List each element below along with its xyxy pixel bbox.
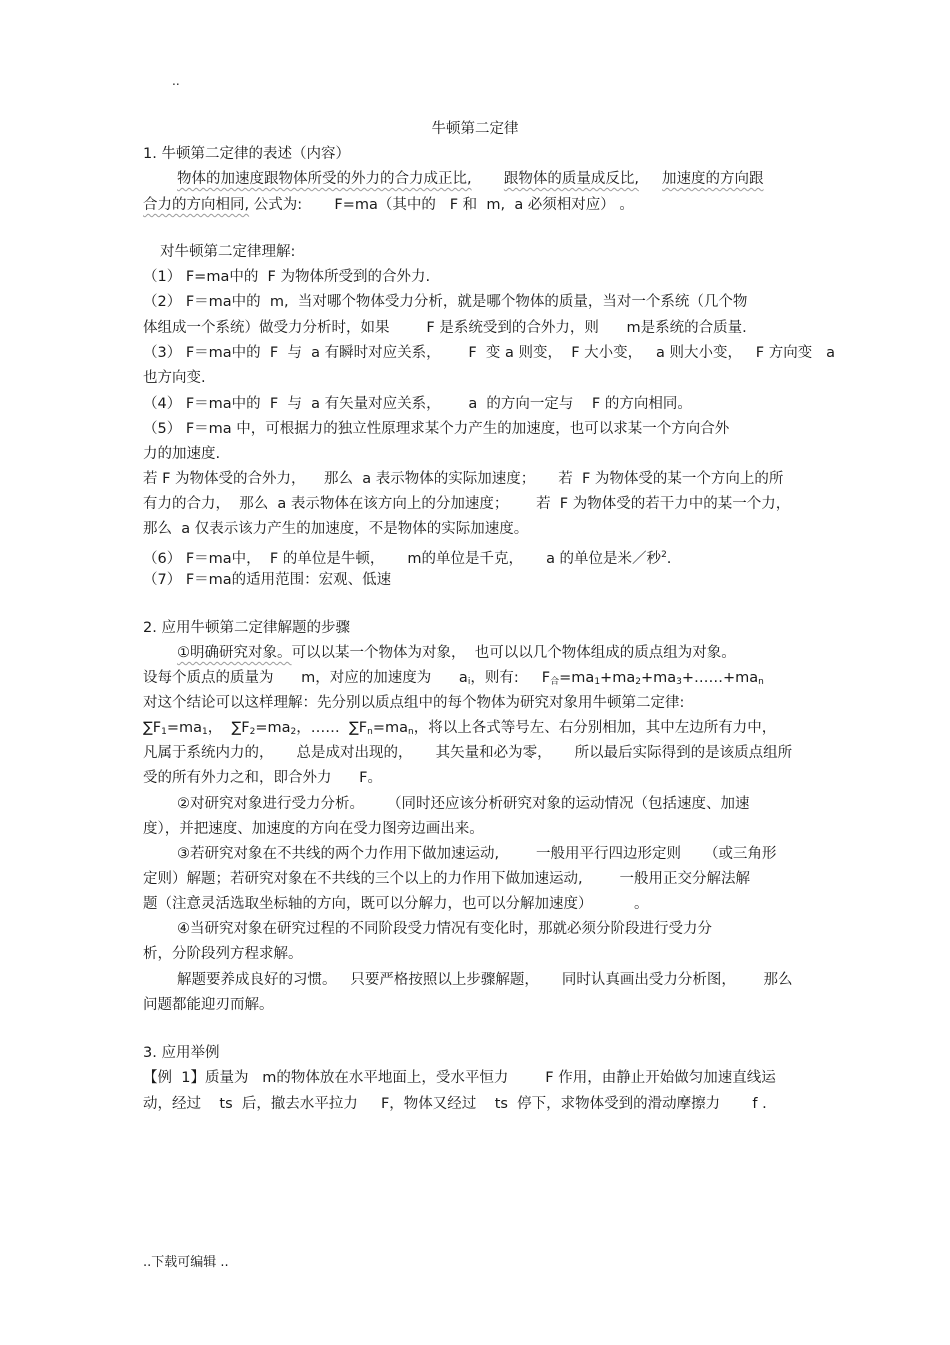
understanding-item-3b: 也方向变.	[143, 370, 206, 386]
explanation-line-1: 对这个结论可以这样理解：先分别以质点组中的每个物体为研究对象用牛顿第二定律:	[143, 695, 685, 711]
header-dots: ..	[172, 74, 180, 88]
explanation-line-2: 凡属于系统内力的， 总是成对出现的， 其矢量和必为零， 所以最后实际得到的是该质点组所	[143, 745, 793, 761]
understanding-item-5b: 力的加速度.	[143, 446, 221, 462]
understanding-item-4: （4） F＝ma中的 F 与 a 有矢量对应关系， a 的方向一定与 F 的方向相同。	[143, 396, 692, 412]
habit-line-2: 问题都能迎刃而解。	[143, 997, 274, 1013]
section-3-heading: 3. 应用举例	[143, 1045, 220, 1061]
section-2-heading: 2. 应用牛顿第二定律解题的步骤	[143, 620, 350, 636]
step-2-line-1: ②对研究对象进行受力分析。 （同时还应该分析研究对象的运动情况（包括速度、加速	[177, 796, 750, 812]
section-1-heading: 1. 牛顿第二定律的表述（内容）	[143, 146, 350, 162]
understanding-item-6: （6） F＝ma中， F 的单位是牛顿， m的单位是千克， a 的单位是米／秒$^2$.	[143, 550, 672, 567]
habit-line-1: 解题要养成良好的习惯。 只要严格按照以上步骤解题， 同时认真画出受力分析图， 那么	[177, 972, 793, 988]
understanding-para-1: 若 F 为物体受的合外力， 那么 a 表示物体的实际加速度； 若 F 为物体受的某一个方向上的所	[143, 471, 784, 487]
example-1-line-2: 动，经过 ts 后，撤去水平拉力 F，物体又经过 ts 停下，求物体受到的滑动摩擦力 f .	[143, 1096, 767, 1112]
step-3-line-2: 定则）解题；若研究对象在不共线的三个以上的力作用下做加速运动, 一般用正交分解法解	[143, 871, 750, 887]
understanding-para-3: 那么 a 仅表示该力产生的加速度，不是物体的实际加速度。	[143, 521, 529, 537]
understanding-item-2a: （2） F＝ma中的 m, 当对哪个物体受力分析，就是哪个物体的质量，当对一个系统（几个物	[143, 294, 748, 310]
understanding-title: 对牛顿第二定律理解:	[160, 244, 296, 260]
understanding-item-1: （1） F=ma中的 F 为物体所受到的合外力.	[143, 269, 431, 285]
law-statement-line-2: 合力的方向相同, 公式为: F=ma（其中的 F 和 m, a 必须相对应） 。	[143, 197, 634, 213]
understanding-item-7: （7） F＝ma的适用范围：宏观、低速	[143, 572, 392, 588]
page-title: 牛顿第二定律	[431, 121, 519, 137]
understanding-item-2b: 体组成一个系统）做受力分析时，如果 F 是系统受到的合外力，则 m是系统的合质量.	[143, 320, 747, 336]
understanding-item-5a: （5） F＝ma 中，可根据力的独立性原理求某个力产生的加速度，也可以求某一个方向合外	[143, 421, 730, 437]
step-4-line-2: 析，分阶段列方程求解。	[143, 946, 303, 962]
sum-equations-line: $\sum F_1=ma_1$， $\sum F_2=ma_2$，…… $\sum F_n=ma_n$，将以上各式等号左、右分别相加，其中左边所有力中，	[143, 720, 777, 737]
explanation-line-3: 受的所有外力之和，即合外力 F。	[143, 770, 382, 786]
mass-point-formula-line: 设每个质点的质量为 m，对应的加速度为 $a_i$，则有: $F_合=ma_1+ma_2+ma_3+\dots\dots+ma_n$	[143, 670, 764, 687]
step-3-line-3: 题（注意灵活选取坐标轴的方向，既可以分解力，也可以分解加速度） 。	[143, 896, 649, 912]
step-3-line-1: ③若研究对象在不共线的两个力作用下做加速运动, 一般用平行四边形定则 （或三角形	[177, 846, 777, 862]
step-4-line-1: ④当研究对象在研究过程的不同阶段受力情况有变化时，那就必须分阶段进行受力分	[177, 921, 712, 937]
understanding-para-2: 有力的合力， 那么 a 表示物体在该方向上的分加速度； 若 F 为物体受的若干力中的某一个力，	[143, 496, 791, 512]
page-footer: ..下载可编辑 ..	[143, 1255, 229, 1270]
law-statement-line-1: 物体的加速度跟物体所受的外力的合力成正比, 跟物体的质量成反比, 加速度的方向跟	[177, 171, 764, 187]
understanding-item-3a: （3） F＝ma中的 F 与 a 有瞬时对应关系， F 变 a 则变， F 大小变， a 则大小变， F 方向变 a	[143, 345, 835, 361]
example-1-line-1: 【例 1】质量为 m的物体放在水平地面上，受水平恒力 F 作用，由静止开始做匀加速直线运	[143, 1070, 776, 1086]
step-1-line: ①明确研究对象。可以以某一个物体为对象， 也可以以几个物体组成的质点组为对象。	[177, 645, 736, 661]
step-2-line-2: 度），并把速度、加速度的方向在受力图旁边画出来。	[143, 821, 484, 837]
